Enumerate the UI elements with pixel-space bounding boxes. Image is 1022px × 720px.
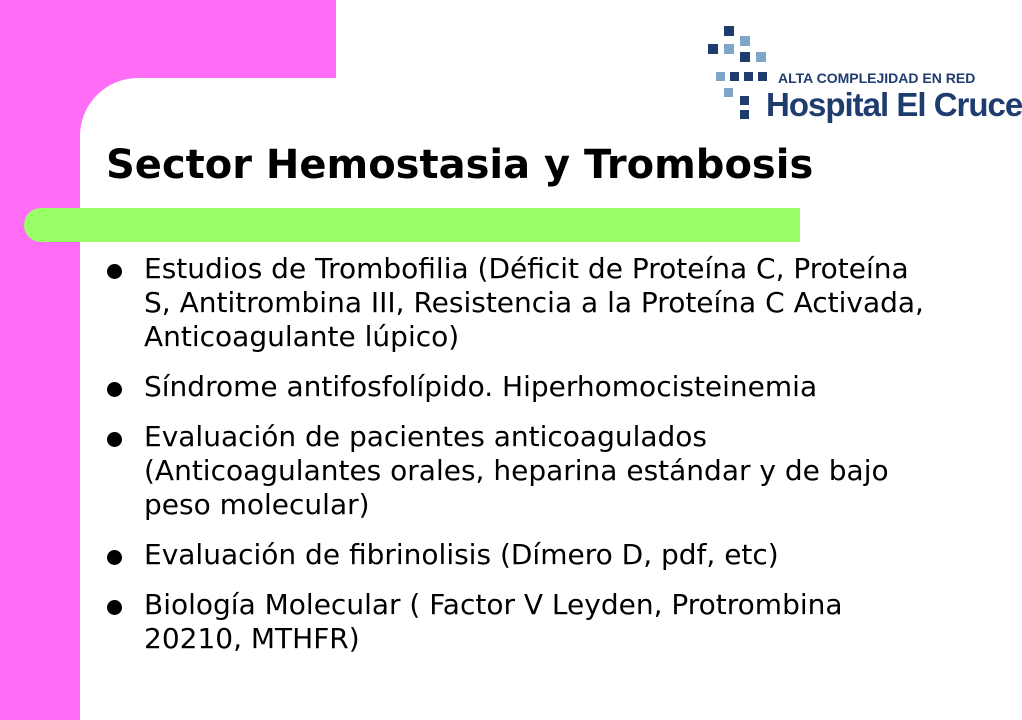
bullet-dot-icon	[107, 432, 122, 447]
logo-square-icon	[740, 52, 750, 62]
bullet-dot-icon	[107, 382, 122, 397]
bullet-item	[104, 252, 934, 354]
logo-square-icon	[758, 72, 767, 81]
bullet-item	[104, 538, 934, 572]
slide-title: Sector Hemostasia y Trombosis	[106, 142, 814, 188]
hospital-logo	[700, 22, 1022, 132]
logo-square-icon	[756, 52, 766, 62]
logo-square-icon	[724, 88, 733, 97]
bullet-text: Estudios de Trombofilia (Déficit de Proteína C, Proteína S, Antitrombina III, Resistencia a la Proteína C Activada, Anticoagulante lúpico)	[144, 252, 924, 353]
logo-square-icon	[724, 44, 734, 54]
bullet-item	[104, 370, 934, 404]
bullet-dot-icon	[107, 550, 122, 565]
logo-square-icon	[708, 44, 718, 54]
logo-square-icon	[730, 72, 739, 81]
bullet-text: Evaluación de pacientes anticoagulados (Anticoagulantes orales, heparina estándar y de bajo peso molecular)	[144, 420, 889, 521]
bullet-dot-icon	[107, 264, 122, 279]
logo-square-icon	[724, 26, 734, 36]
logo-name: Hospital El Cruce	[766, 86, 1022, 123]
logo-square-icon	[716, 72, 725, 81]
logo-tagline: ALTA COMPLEJIDAD EN RED	[778, 70, 976, 86]
logo-square-icon	[740, 110, 749, 119]
logo-square-icon	[740, 36, 750, 46]
bullet-dot-icon	[107, 600, 122, 615]
title-underline-bar	[24, 208, 800, 242]
bullet-text: Evaluación de fibrinolisis (Dímero D, pdf, etc)	[144, 538, 779, 571]
bullet-text: Biología Molecular ( Factor V Leyden, Protrombina 20210, MTHFR)	[144, 588, 843, 655]
bullet-item	[104, 420, 934, 522]
bullet-list	[104, 252, 934, 672]
bullet-item	[104, 588, 934, 656]
bullet-text: Síndrome antifosfolípido. Hiperhomocisteinemia	[144, 370, 818, 403]
logo-square-icon	[740, 96, 749, 105]
logo-square-icon	[744, 72, 753, 81]
